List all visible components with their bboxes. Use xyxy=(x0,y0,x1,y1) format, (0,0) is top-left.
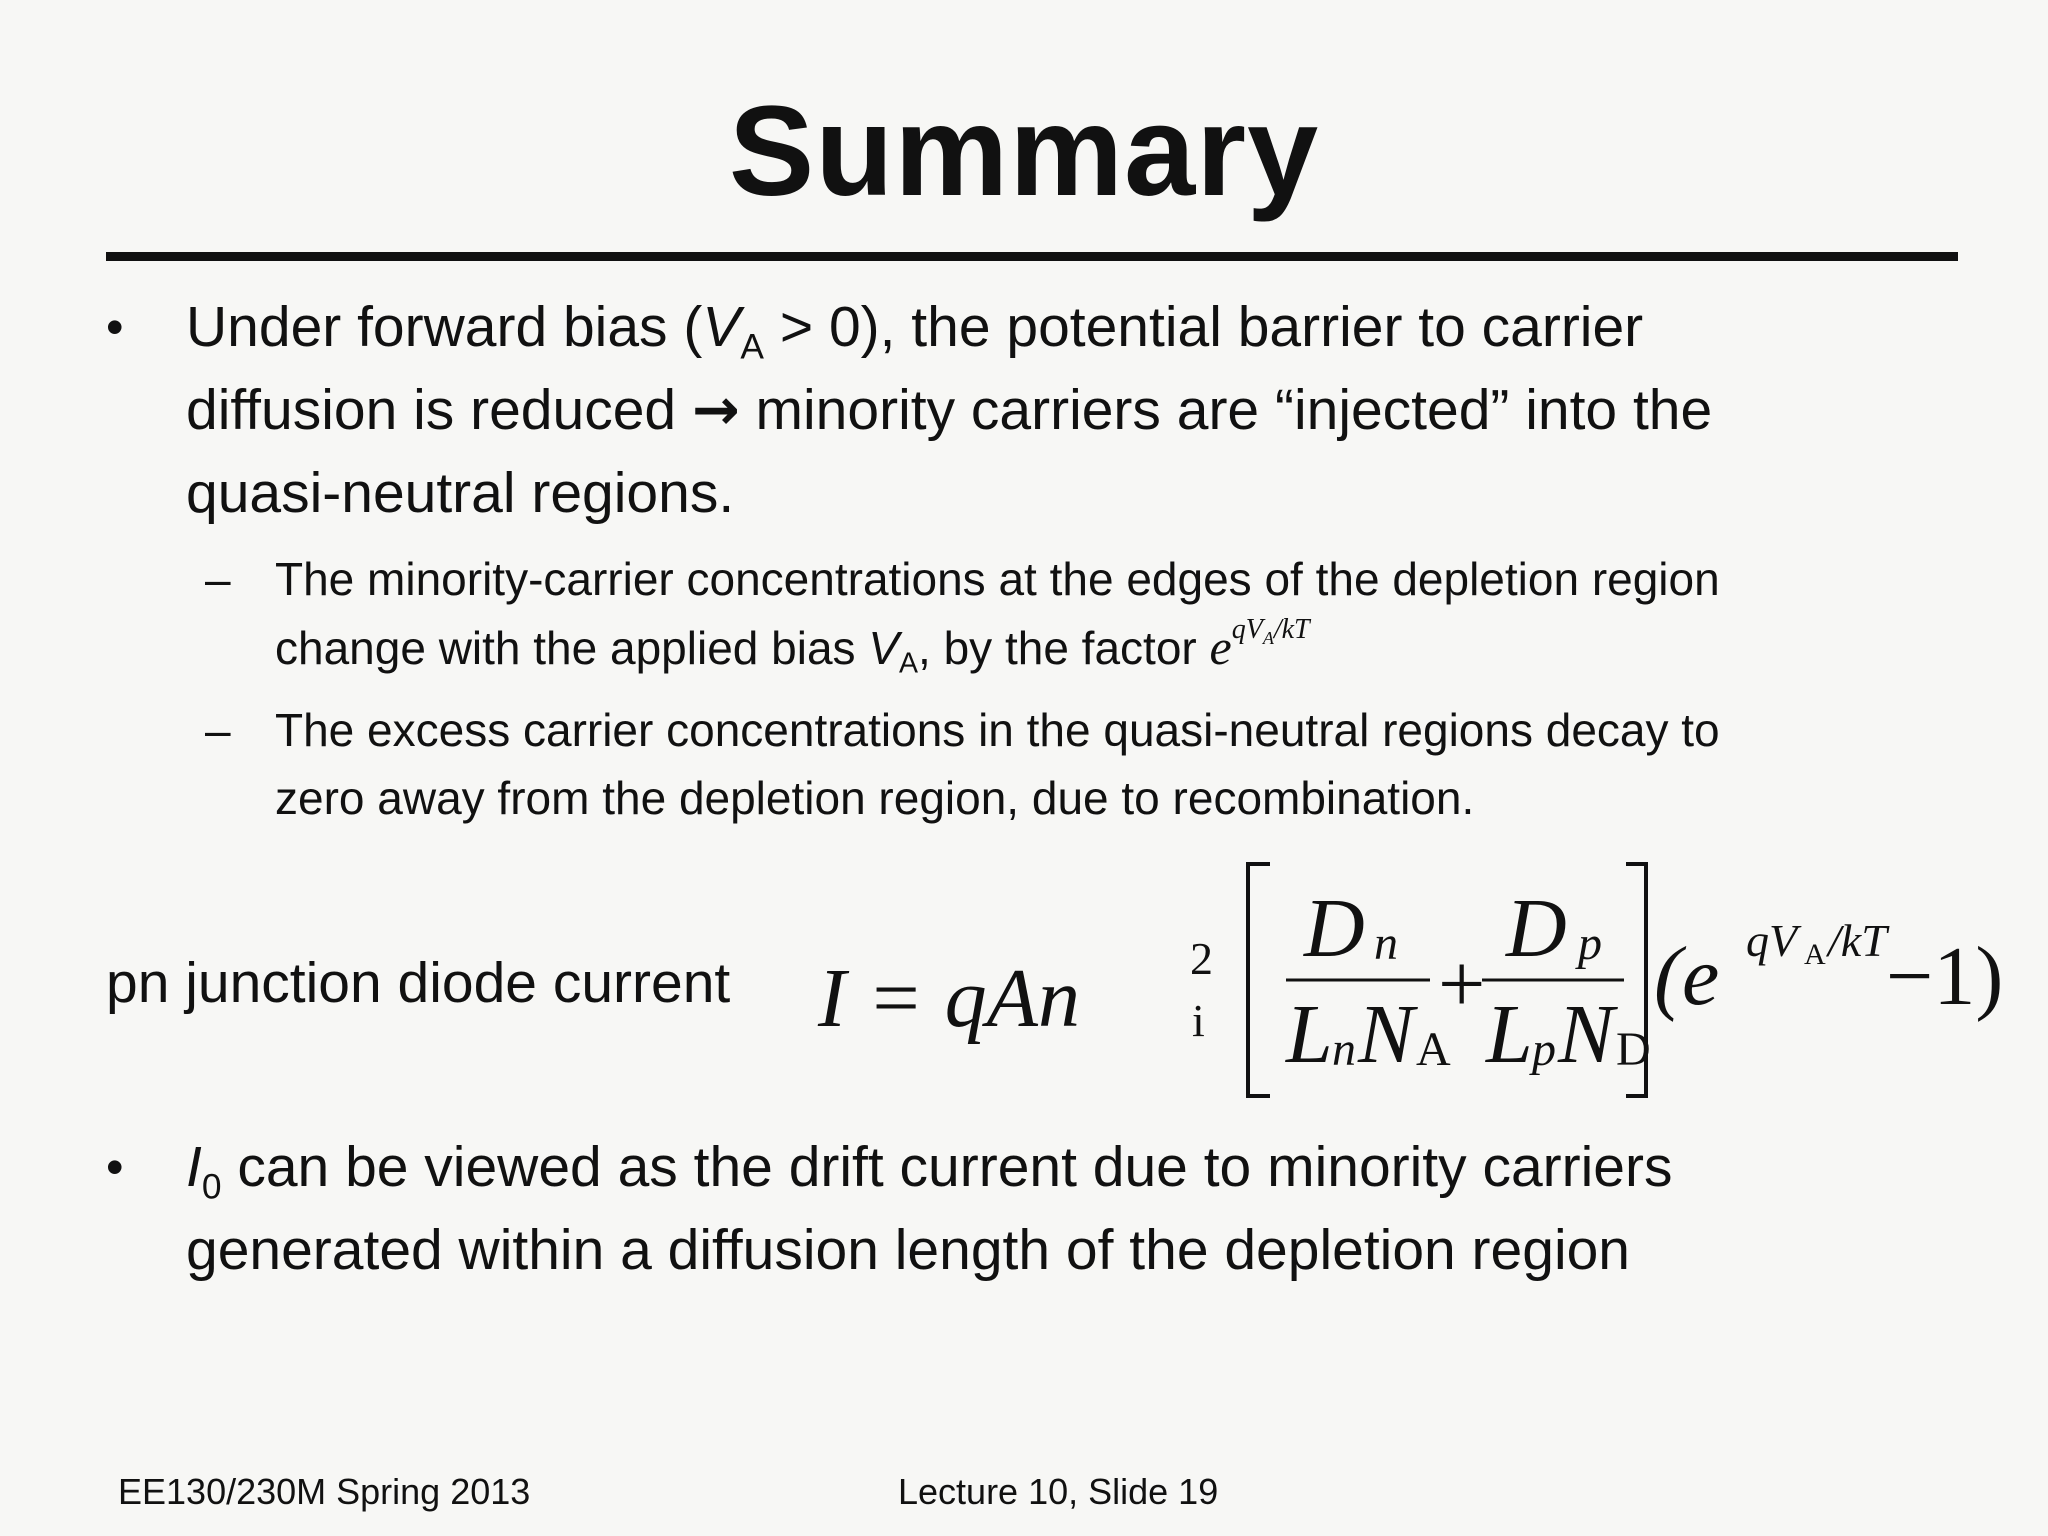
subbullet-line xyxy=(275,613,1995,682)
subbullet-line: zero away from the depletion region, due to recombination. xyxy=(275,772,1475,824)
var-va: V xyxy=(702,295,741,359)
bullet-line xyxy=(186,286,1986,369)
text-span: Under forward bias ( xyxy=(186,295,703,359)
text-span: minority carriers are “injected” into the xyxy=(739,378,1713,442)
term2-den-n: N xyxy=(1558,988,1615,1081)
factor-base: e xyxy=(1209,619,1232,675)
var-va: V xyxy=(868,622,899,674)
exp-term-power-sub: A xyxy=(1804,938,1826,971)
bullet-line xyxy=(186,1126,1986,1209)
var-i0: I xyxy=(186,1135,202,1199)
bullet-i0-meaning xyxy=(106,1126,1986,1292)
term2-den-n-sub: D xyxy=(1616,1023,1651,1076)
subbullet-excess-decay xyxy=(205,696,1995,832)
subbullet-line: The excess carrier concentrations in the quasi-neutral regions decay to xyxy=(275,704,1720,756)
text-span: change with the applied bias xyxy=(275,622,869,674)
bias-factor xyxy=(1209,614,1310,675)
exp-term-power: /kT xyxy=(1828,915,1887,966)
text-span: can be viewed as the drift current due to minority carriers xyxy=(221,1135,1673,1199)
diode-current-equation xyxy=(818,858,2018,1108)
term1-den-n-sub: A xyxy=(1416,1023,1451,1076)
text-span: > 0), the potential barrier to carrier xyxy=(763,295,1644,359)
subbullet-line: The minority-carrier concentrations at the edges of the depletion region xyxy=(275,553,1720,605)
equation-label: pn junction diode current xyxy=(106,951,731,1015)
term1-numerator-sub: n xyxy=(1374,917,1398,970)
footer-slide-number: Lecture 10, Slide 19 xyxy=(898,1471,1219,1512)
bullet-line: quasi-neutral regions. xyxy=(186,461,735,525)
eq-lhs-text: I = qAn xyxy=(818,952,1080,1045)
bullet-marker: • xyxy=(106,299,124,355)
plus-sign: + xyxy=(1438,938,1486,1031)
bullet-line: generated within a diffusion length of the depletion region xyxy=(186,1218,1631,1282)
exp-sub: A xyxy=(1262,628,1274,648)
term1-den-n: N xyxy=(1358,988,1415,1081)
exp-term-power: qV xyxy=(1746,915,1798,966)
term2-numerator: D xyxy=(1506,882,1567,975)
exp-term-base: (e xyxy=(1654,930,1720,1023)
bullet-forward-bias xyxy=(106,286,1986,535)
term2-numerator-sub: p xyxy=(1578,917,1602,970)
exp-part: /kT xyxy=(1273,614,1310,645)
var-va-sub: A xyxy=(899,647,919,680)
ni-superscript: 2 xyxy=(1190,933,1213,984)
exp-term-tail: −1) xyxy=(1886,930,2004,1023)
var-i0-sub: 0 xyxy=(201,1167,222,1207)
term1-den-l-sub: n xyxy=(1332,1023,1356,1076)
dash-marker: – xyxy=(205,704,231,756)
text-span: diffusion is reduced xyxy=(186,378,692,442)
var-va-sub: A xyxy=(740,327,764,367)
slide-title: Summary xyxy=(728,80,1320,223)
term1-numerator: D xyxy=(1304,882,1365,975)
factor-exponent xyxy=(1231,614,1310,648)
term2-den-l-sub: p xyxy=(1532,1023,1556,1076)
arrow-right-icon: → xyxy=(691,377,740,443)
term1-den-l: L xyxy=(1286,988,1333,1081)
dash-marker: – xyxy=(205,553,231,605)
title-divider xyxy=(106,252,1958,261)
text-span: , by the factor xyxy=(918,622,1210,674)
exp-part: qV xyxy=(1231,614,1263,645)
bullet-marker: • xyxy=(106,1139,124,1195)
footer-course: EE130/230M Spring 2013 xyxy=(118,1471,531,1512)
ni-subscript: i xyxy=(1192,995,1205,1046)
left-bracket xyxy=(1248,864,1270,1096)
subbullet-edge-concentration xyxy=(205,545,1995,682)
term2-den-l: L xyxy=(1486,988,1533,1081)
bullet-line xyxy=(186,369,1986,452)
